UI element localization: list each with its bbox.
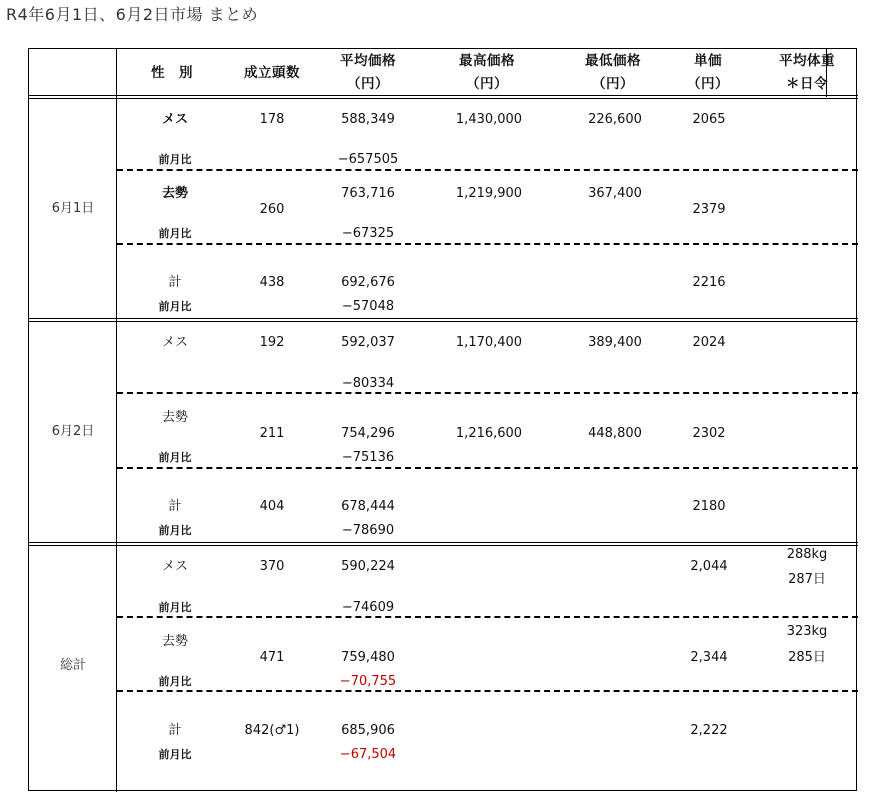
avg-price-cell: 678,444 [341,499,395,514]
sex-label: メス [161,559,189,574]
avg-age-cell: 287日 [788,572,826,587]
min-price-cell: 367,400 [588,186,642,201]
section-label: 6月1日 [51,201,95,216]
row-divider [117,243,858,245]
max-price-cell: 1,216,600 [455,426,523,441]
section-label: 6月2日 [51,424,95,439]
column-divider [116,49,117,792]
count-cell: 260 [259,202,285,217]
header-divider [29,95,858,99]
avg-price-cell: 685,906 [341,723,395,738]
unit-price-cell: 2,044 [690,559,728,574]
unit-price-cell: 2024 [692,335,726,350]
sex-label: 去勢 [161,410,189,425]
avg-price-cell: 692,676 [341,275,395,290]
sex-label: 計 [168,275,182,290]
max-price-cell: 1,219,900 [455,186,523,201]
sex-label: 計 [168,723,182,738]
unit-price-cell: 2216 [692,275,726,290]
min-price-cell: 448,800 [588,426,642,441]
prev-month-diff: −70,755 [339,674,397,689]
count-cell: 842(♂1) [244,723,300,738]
unit-price-cell: 2,222 [690,723,728,738]
prev-month-diff: −74609 [341,600,395,615]
max-price-cell: 1,430,000 [455,112,523,127]
max-price-cell: 1,170,400 [455,335,523,350]
prev-month-label: 前月比 [158,227,192,240]
unit-price-cell: 2180 [692,499,726,514]
prev-month-diff: −78690 [341,523,395,538]
count-cell: 438 [259,275,285,290]
avg-price-cell: 754,296 [341,426,395,441]
prev-month-label: 前月比 [158,601,192,614]
header-unit-price: 単価 [694,53,722,69]
count-cell: 370 [259,559,285,574]
row-divider [117,616,858,618]
unit-price-cell: 2,344 [690,650,728,665]
prev-month-label: 前月比 [158,153,192,166]
count-cell: 211 [259,426,285,441]
sex-label: 計 [168,499,182,514]
header-avg-price-unit: （円） [347,76,389,92]
unit-price-cell: 2379 [692,202,726,217]
avg-price-cell: 588,349 [341,112,395,127]
header-avg-price: 平均価格 [340,53,396,69]
prev-month-label: 前月比 [158,300,192,313]
header-max-price: 最高価格 [459,53,515,69]
header-avg-age: ＊日令 [786,76,828,92]
prev-month-label: 前月比 [158,748,192,761]
count-cell: 192 [259,335,285,350]
min-price-cell: 389,400 [588,335,642,350]
header-min-price-unit: （円） [592,76,634,92]
avg-price-cell: 763,716 [341,186,395,201]
prev-month-label: 前月比 [158,451,192,464]
avg-price-cell: 592,037 [341,335,395,350]
count-cell: 178 [259,112,285,127]
section-divider [29,318,858,322]
header-count: 成立頭数 [244,65,300,81]
prev-month-label: 前月比 [158,675,192,688]
market-summary-table [28,48,857,791]
prev-month-diff: −67325 [341,226,395,241]
page-title: R4年6月1日、6月2日市場 まとめ [6,5,259,24]
prev-month-diff: −57048 [341,299,395,314]
unit-price-cell: 2065 [692,112,726,127]
header-max-price-unit: （円） [466,76,508,92]
sex-label: メス [161,112,189,127]
count-cell: 471 [259,650,285,665]
sex-label: 去勢 [161,186,189,201]
avg-price-cell: 759,480 [341,650,395,665]
avg-age-cell: 285日 [788,650,826,665]
row-divider [117,690,858,692]
prev-month-diff: −75136 [341,450,395,465]
sex-label: 去勢 [161,634,189,649]
avg-weight-cell: 288kg [786,547,828,562]
avg-weight-cell: 323kg [786,624,828,639]
section-divider [29,542,858,546]
unit-price-cell: 2302 [692,426,726,441]
avg-price-cell: 590,224 [341,559,395,574]
prev-month-diff: −657505 [337,152,399,167]
header-avg-weight: 平均体重 [779,53,835,69]
section-label: 総計 [59,658,87,673]
header-min-price: 最低価格 [585,53,641,69]
count-cell: 404 [259,499,285,514]
prev-month-diff: −67,504 [339,747,397,762]
prev-month-diff: −80334 [341,376,395,391]
row-divider [117,392,858,394]
row-divider [117,169,858,171]
sex-label: メス [161,335,189,350]
header-unit-price-unit: （円） [687,76,729,92]
row-divider [117,467,858,469]
prev-month-label: 前月比 [158,524,192,537]
header-sex: 性 別 [151,65,193,81]
min-price-cell: 226,600 [588,112,642,127]
